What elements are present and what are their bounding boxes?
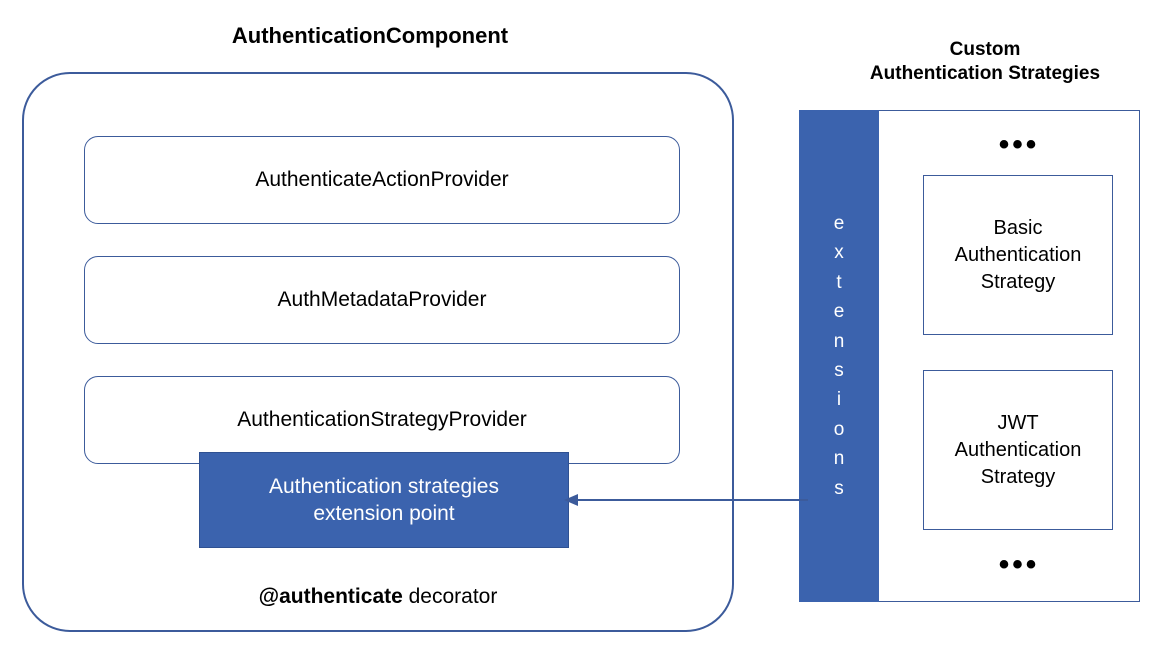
provider-label: AuthenticationStrategyProvider bbox=[237, 408, 527, 431]
decorator-name: @authenticate bbox=[258, 585, 403, 608]
provider-label: AuthMetadataProvider bbox=[277, 288, 487, 311]
decorator-caption bbox=[22, 585, 734, 609]
ellipsis-top: ••• bbox=[998, 128, 1040, 161]
custom-strategies-title bbox=[845, 38, 1125, 86]
provider-box-auth-metadata bbox=[84, 256, 680, 344]
extensions-bar-label: e x t e n s i o n s bbox=[833, 212, 845, 499]
provider-box-authentication-strategy bbox=[84, 376, 680, 464]
provider-box-authenticate-action bbox=[84, 136, 680, 224]
extension-point-label-line1: Authentication strategies bbox=[269, 474, 499, 498]
ellipsis-bottom: ••• bbox=[998, 548, 1040, 581]
strategy-box-jwt-authentication bbox=[923, 370, 1113, 530]
strategy-box-basic-authentication bbox=[923, 175, 1113, 335]
decorator-suffix: decorator bbox=[402, 585, 498, 608]
extension-point-label-line2: extension point bbox=[313, 502, 455, 525]
page-title: AuthenticationComponent bbox=[231, 23, 509, 48]
strategy-label: Basic Authentication Strategy bbox=[954, 216, 1082, 293]
strategy-label: JWT Authentication Strategy bbox=[954, 411, 1082, 488]
custom-strategies-title-line1: Custom bbox=[949, 39, 1021, 60]
extensions-bar bbox=[799, 110, 879, 602]
custom-strategies-title-line2: Authentication Strategies bbox=[869, 62, 1101, 84]
authentication-strategies-extension-point bbox=[199, 452, 569, 548]
provider-label: AuthenticateActionProvider bbox=[255, 168, 509, 191]
